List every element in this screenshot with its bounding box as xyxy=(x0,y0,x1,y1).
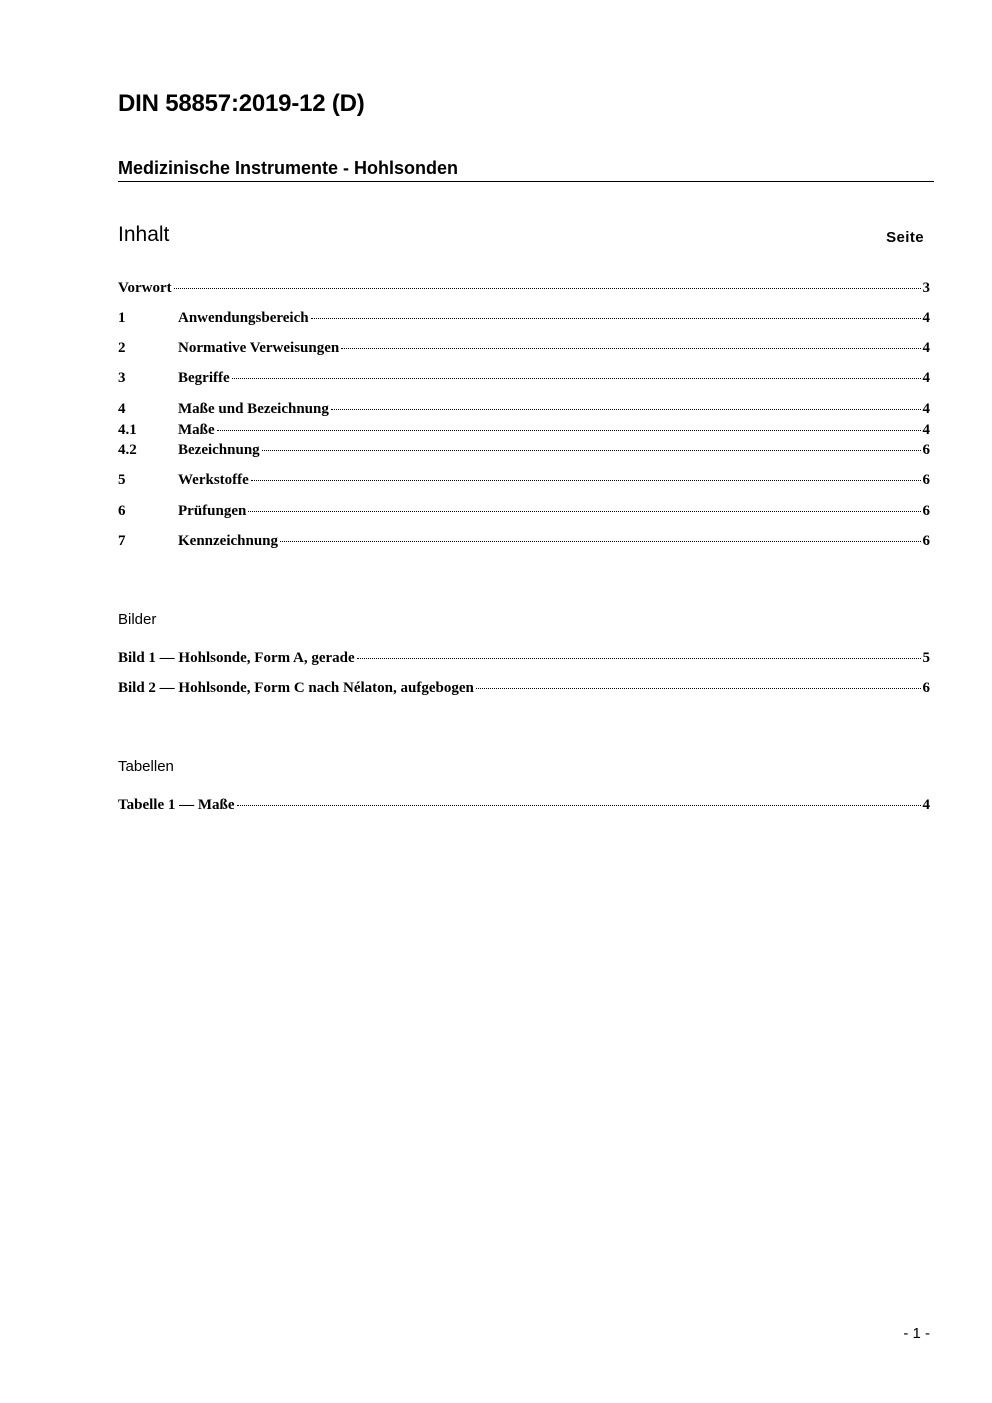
tables-heading: Tabellen xyxy=(118,758,174,775)
toc-entry-page: 4 xyxy=(922,310,930,326)
toc-entry-6[interactable] xyxy=(118,503,930,523)
dot-leader xyxy=(311,317,921,319)
toc-entry-title: Prüfungen xyxy=(178,503,247,519)
toc-entry-number: 7 xyxy=(118,533,126,549)
figure-entry-title: Bild 1 — Hohlsonde, Form A, gerade xyxy=(118,650,355,666)
toc-entry-1[interactable] xyxy=(118,310,930,330)
toc-entry-title: Vorwort xyxy=(118,280,172,296)
toc-entry-number: 2 xyxy=(118,340,126,356)
figures-heading: Bilder xyxy=(118,611,157,628)
toc-entry-title: Begriffe xyxy=(178,370,230,386)
dot-leader xyxy=(476,687,921,689)
toc-entry-4-2[interactable] xyxy=(118,442,930,462)
page-column-label: Seite xyxy=(886,229,924,246)
figure-entry-title: Bild 2 — Hohlsonde, Form C nach Nélaton, aufgebogen xyxy=(118,680,474,696)
toc-entry-title: Maße und Bezeichnung xyxy=(178,401,329,417)
toc-entry-number: 4.1 xyxy=(118,422,137,438)
toc-entry-page: 4 xyxy=(922,401,930,417)
table-entry-page: 4 xyxy=(922,797,930,813)
dot-leader xyxy=(251,479,921,481)
toc-entry-title: Normative Verweisungen xyxy=(178,340,340,356)
dot-leader xyxy=(217,429,921,431)
toc-entry-title: Kennzeichnung xyxy=(178,533,279,549)
toc-entry-number: 4.2 xyxy=(118,442,137,458)
toc-entry-page: 6 xyxy=(922,442,930,458)
toc-entry-4-1[interactable] xyxy=(118,422,930,442)
toc-entry-page: 6 xyxy=(922,533,930,549)
toc-entry-number: 1 xyxy=(118,310,126,326)
toc-entry-title: Werkstoffe xyxy=(178,472,249,488)
toc-entry-page: 4 xyxy=(922,422,930,438)
toc-entry-vorwort[interactable] xyxy=(118,280,930,300)
dot-leader xyxy=(357,657,921,659)
dot-leader xyxy=(174,287,921,289)
toc-entry-page: 4 xyxy=(922,370,930,386)
figure-entry-page: 5 xyxy=(922,650,930,666)
dot-leader xyxy=(341,347,920,349)
toc-entry-number: 6 xyxy=(118,503,126,519)
dot-leader xyxy=(280,540,920,542)
table-entry-title: Tabelle 1 — Maße xyxy=(118,797,235,813)
dot-leader xyxy=(331,408,921,410)
toc-heading: Inhalt xyxy=(118,223,170,246)
figure-entry-2[interactable] xyxy=(118,680,930,700)
toc-entry-title: Maße xyxy=(178,422,215,438)
toc-entry-page: 3 xyxy=(922,280,930,296)
figure-entry-page: 6 xyxy=(922,680,930,696)
toc-entry-number: 4 xyxy=(118,401,126,417)
toc-entry-7[interactable] xyxy=(118,533,930,553)
toc-entry-number: 3 xyxy=(118,370,126,386)
toc-entry-page: 4 xyxy=(922,340,930,356)
dot-leader xyxy=(232,377,921,379)
toc-entry-4[interactable] xyxy=(118,401,930,421)
footer-page-number: - 1 - xyxy=(903,1325,930,1342)
toc-entry-number: 5 xyxy=(118,472,126,488)
dot-leader xyxy=(237,804,921,806)
toc-entry-page: 6 xyxy=(922,472,930,488)
toc-entry-page: 6 xyxy=(922,503,930,519)
toc-entry-3[interactable] xyxy=(118,370,930,390)
toc-entry-5[interactable] xyxy=(118,472,930,492)
toc-entry-title: Bezeichnung xyxy=(178,442,260,458)
dot-leader xyxy=(262,449,921,451)
dot-leader xyxy=(248,510,920,512)
toc-entry-title: Anwendungsbereich xyxy=(178,310,309,326)
table-entry-1[interactable] xyxy=(118,797,930,817)
document-id: DIN 58857:2019-12 (D) xyxy=(118,90,365,117)
document-subtitle: Medizinische Instrumente - Hohlsonden xyxy=(118,158,934,182)
toc-entry-2[interactable] xyxy=(118,340,930,360)
figure-entry-1[interactable] xyxy=(118,650,930,670)
